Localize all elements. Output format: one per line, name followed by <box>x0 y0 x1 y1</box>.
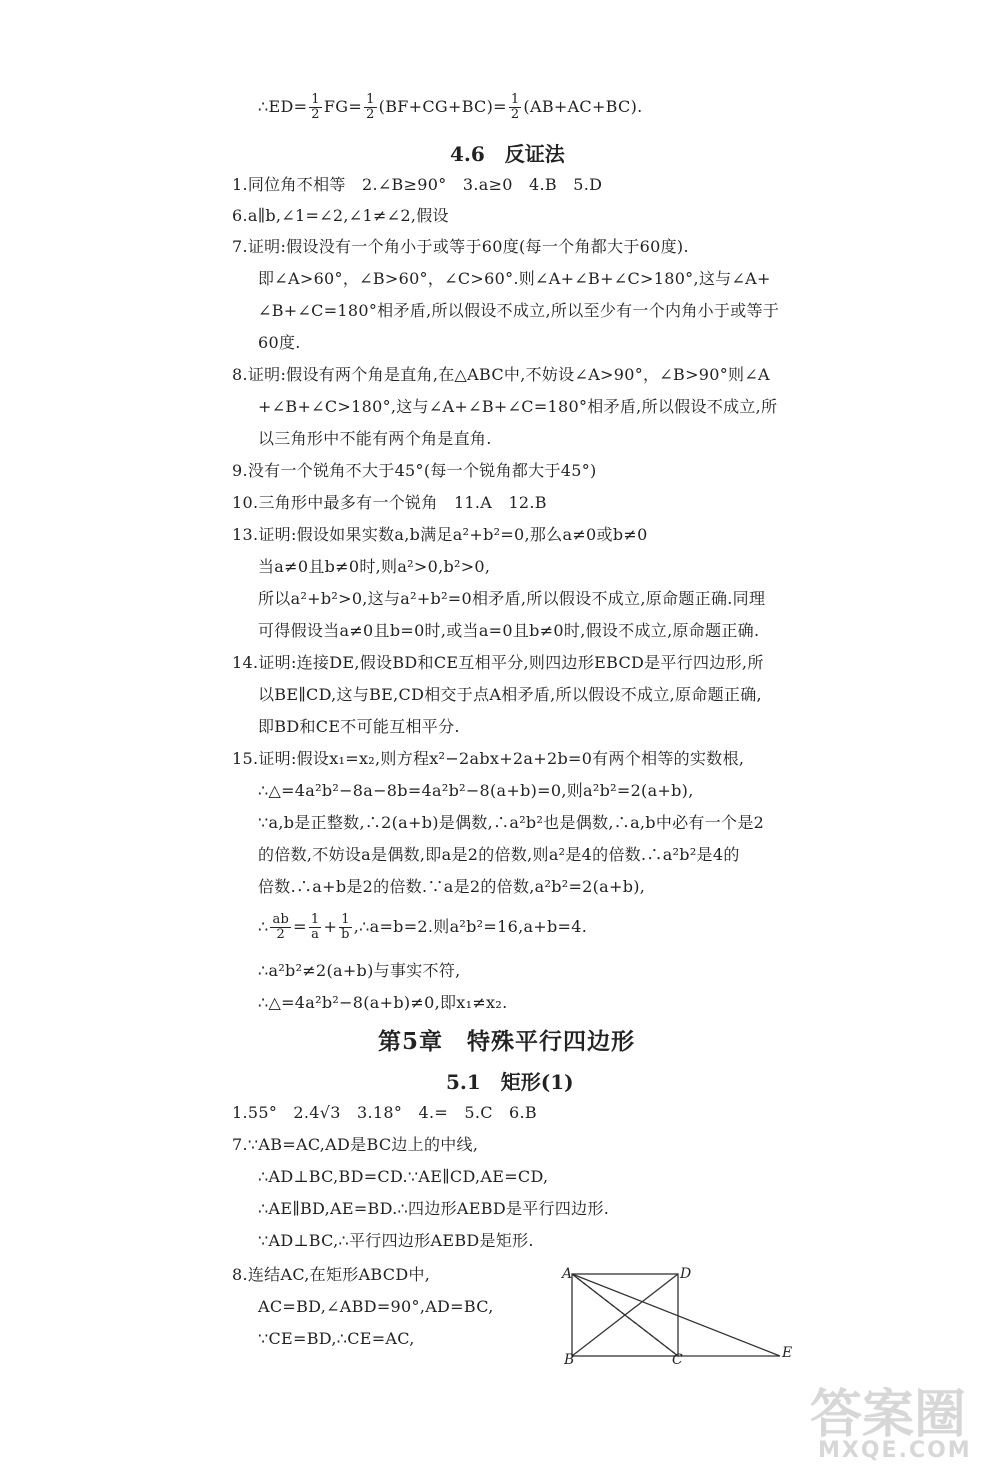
answer-line: ∠B+∠C=180°相矛盾,所以假设不成立,所以至少有一个内角小于或等于 <box>258 301 780 320</box>
denominator: 2 <box>276 927 286 942</box>
answer-line: ∴a²b²≠2(a+b)与事实不符, <box>258 961 461 980</box>
answer-line: 14.证明:连接DE,假设BD和CE互相平分,则四边形EBCD是平行四边形,所 <box>232 653 764 672</box>
answer-line: ∴AE∥BD,AE=BD.∴四边形AEBD是平行四边形. <box>258 1199 610 1218</box>
section-heading-4-6: 4.6 反证法 <box>450 142 565 166</box>
fraction <box>339 913 352 942</box>
answer-line: ∵a,b是正整数,∴2(a+b)是偶数,∴a²b²也是偶数,∴a,b中必有一个是2 <box>258 813 765 832</box>
numerator: 1 <box>311 92 320 107</box>
answer-line: 以BE∥CD,这与BE,CD相交于点A相矛盾,所以假设不成立,原命题正确, <box>258 685 762 704</box>
text: ∴ED= <box>258 97 308 116</box>
answer-line: ∵AD⊥BC,∴平行四边形AEBD是矩形. <box>258 1231 534 1250</box>
section-heading-5-1: 5.1 矩形(1) <box>446 1070 574 1094</box>
text: + <box>323 917 338 936</box>
chapter-heading: 第5章 特殊平行四边形 <box>378 1028 636 1055</box>
answer-line: 9.没有一个锐角不大于45°(每一个锐角都大于45°) <box>232 461 597 480</box>
answer-line: AC=BD,∠ABD=90°,AD=BC, <box>258 1297 494 1316</box>
answer-line: 60度. <box>258 333 301 352</box>
answer-line: 1.同位角不相等 2.∠B≥90° 3.a≥0 4.B 5.D <box>232 175 603 194</box>
answer-line: 的倍数,不妨设a是偶数,即a是2的倍数,则a²是4的倍数.∴a²b²是4的 <box>258 845 740 864</box>
numerator: 1 <box>310 912 320 927</box>
answer-line: +∠B+∠C>180°,这与∠A+∠B+∠C=180°相矛盾,所以假设不成立,所 <box>258 397 778 416</box>
answer-line: ∴△=4a²b²−8(a+b)≠0,即x₁≠x₂. <box>258 993 508 1012</box>
fraction <box>364 93 377 122</box>
numerator: ab <box>272 912 290 927</box>
fraction <box>509 93 522 122</box>
text: ∴ <box>258 917 269 936</box>
point-label-e: E <box>782 1345 793 1361</box>
text: (AB+AC+BC). <box>523 97 643 116</box>
denominator: b <box>341 927 350 942</box>
answer-line: 可得假设当a≠0且b=0时,或当a=0且b≠0时,假设不成立,原命题正确. <box>258 621 760 640</box>
answer-line: 8.证明:假设有两个角是直角,在△ABC中,不妨设∠A>90°，∠B>90°则∠A <box>232 365 770 384</box>
text: ,∴a=b=2.则a²b²=16,a+b=4. <box>353 917 588 936</box>
denominator: a <box>311 927 320 942</box>
point-label-c: C <box>672 1352 683 1368</box>
text: (BF+CG+BC)= <box>378 97 507 116</box>
answer-line: ∴△=4a²b²−8a−8b=4a²b²−8(a+b)=0,则a²b²=2(a+b), <box>258 781 694 800</box>
text: FG= <box>323 97 363 116</box>
answer-line: 即BD和CE不可能互相平分. <box>258 717 460 736</box>
numerator: 1 <box>366 92 375 107</box>
numerator: 1 <box>510 92 520 107</box>
denominator: 2 <box>510 107 520 122</box>
point-label-b: B <box>564 1352 575 1368</box>
formula-fraction-line <box>258 910 587 944</box>
answer-line: ∴AD⊥BC,BD=CD.∵AE∥CD,AE=CD, <box>258 1167 549 1186</box>
answer-line: 7.∵AB=AC,AD是BC边上的中线, <box>232 1135 479 1154</box>
answer-line: 1.55° 2.4√3 3.18° 4.= 5.C 6.B <box>232 1103 537 1122</box>
fraction <box>309 93 322 122</box>
denominator: 2 <box>366 107 375 122</box>
answer-line: 6.a∥b,∠1=∠2,∠1≠∠2,假设 <box>232 206 449 225</box>
numerator: 1 <box>341 912 350 927</box>
answer-line: 15.证明:假设x₁=x₂,则方程x²−2abx+2a+2b=0有两个相等的实数根, <box>232 749 745 768</box>
fraction <box>309 913 322 942</box>
answer-line: 10.三角形中最多有一个锐角 11.A 12.B <box>232 493 547 512</box>
text: = <box>293 917 307 936</box>
answer-line: 倍数.∴a+b是2的倍数.∵a是2的倍数,a²b²=2(a+b), <box>258 877 646 896</box>
fraction <box>270 913 291 942</box>
watermark-url: MXQE.COM <box>818 1438 972 1463</box>
answer-line: 即∠A>60°，∠B>60°，∠C>60°.则∠A+∠B+∠C>180°,这与∠A+ <box>258 269 771 288</box>
segment-ae <box>572 1274 780 1356</box>
watermark-logo: 答案圈 <box>810 1385 967 1445</box>
answer-line: 所以a²+b²>0,这与a²+b²=0相矛盾,所以假设不成立,原命题正确.同理 <box>258 589 766 608</box>
answer-line: 13.证明:假设如果实数a,b满足a²+b²=0,那么a≠0或b≠0 <box>232 525 648 544</box>
answer-line: 8.连结AC,在矩形ABCD中, <box>232 1265 431 1284</box>
point-label-d: D <box>680 1266 692 1282</box>
answer-line: 当a≠0且b≠0时,则a²>0,b²>0, <box>258 557 491 576</box>
formula-ed-line <box>258 92 643 122</box>
answer-line: 以三角形中不能有两个角是直角. <box>258 429 492 448</box>
answer-line: 7.证明:假设没有一个角小于或等于60度(每一个角都大于60度). <box>232 237 689 256</box>
point-label-a: A <box>562 1266 573 1282</box>
denominator: 2 <box>311 107 320 122</box>
answer-line: ∵CE=BD,∴CE=AC, <box>258 1329 415 1348</box>
